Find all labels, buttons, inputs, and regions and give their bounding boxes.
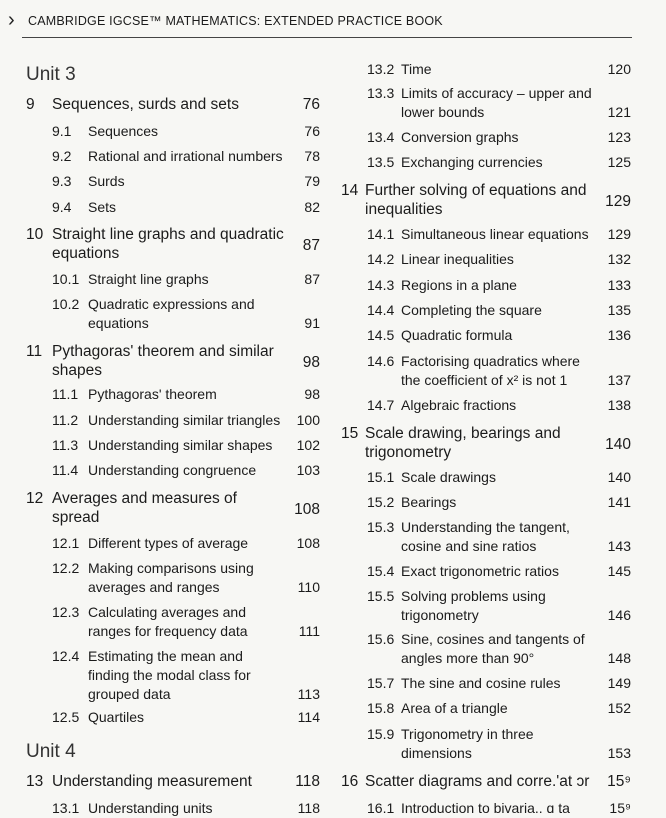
entry-title-line: lower bounds <box>401 104 485 120</box>
entry-title-line: Introduction to bivaria.. ɑ ta <box>401 800 570 816</box>
entry-title-line: the coefficient of x² is not 1 <box>401 372 568 388</box>
chevron-right-icon: › <box>8 9 15 31</box>
entry-title-line: Scatter diagrams and corre.'at ɔr <box>365 773 590 790</box>
entry-page-number: 113 <box>297 686 320 702</box>
entry-title <box>401 84 592 122</box>
entry-title <box>401 396 516 415</box>
entry-page-number: 78 <box>304 148 320 164</box>
entry-title <box>401 225 589 244</box>
entry-title <box>401 468 496 487</box>
entry-title-line: Factorising quadratics where <box>401 353 580 369</box>
entry-page-number: 98 <box>304 386 320 402</box>
entry-page-number: 79 <box>304 173 320 189</box>
entry-title <box>88 172 125 191</box>
entry-title <box>88 708 144 727</box>
entry-title-line: Linear inequalities <box>401 251 514 267</box>
entry-title <box>365 181 586 219</box>
entry-title-line: Bearings <box>401 494 457 510</box>
entry-number: 10.1 <box>52 271 80 287</box>
entry-title-line: Understanding the tangent, <box>401 519 570 535</box>
entry-page-number: 136 <box>607 327 631 343</box>
entry-title <box>52 95 239 114</box>
entry-number: 16 <box>341 773 359 790</box>
entry-title-line: Calculating averages and <box>88 604 246 620</box>
entry-title-line: Pythagoras' theorem and similar <box>52 343 274 360</box>
entry-title-line: finding the modal class for <box>88 667 251 683</box>
entry-page-number: 141 <box>607 494 631 510</box>
entry-page-number: 15⁹ <box>607 773 631 790</box>
entry-title-line: Quartiles <box>88 709 145 725</box>
entry-page-number: 110 <box>297 579 320 595</box>
entry-title-line: Surds <box>88 173 125 189</box>
entry-page-number: 118 <box>295 773 320 790</box>
entry-number: 12.2 <box>52 560 80 576</box>
entry-title <box>365 424 561 462</box>
entry-title-line: Sequences, surds and sets <box>52 96 239 113</box>
entry-title-line: Understanding measurement <box>52 773 252 790</box>
entry-page-number: 91 <box>304 315 320 331</box>
entry-page-number: 111 <box>298 623 320 639</box>
entry-page-number: 114 <box>297 709 320 725</box>
entry-title <box>401 60 432 79</box>
entry-number: 9 <box>26 96 35 113</box>
entry-title <box>88 385 217 404</box>
entry-page-number: 121 <box>607 104 631 120</box>
entry-title <box>401 725 534 763</box>
entry-title-line: Understanding similar shapes <box>88 437 273 453</box>
entry-number: 14.1 <box>367 226 395 242</box>
entry-page-number: 100 <box>296 412 320 428</box>
entry-page-number: 129 <box>607 226 631 242</box>
entry-title <box>88 198 116 217</box>
entry-page-number: 138 <box>607 397 631 413</box>
entry-page-number: 148 <box>607 650 631 666</box>
entry-title <box>88 270 209 289</box>
entry-number: 15.6 <box>367 631 395 647</box>
entry-title-line: ranges for frequency data <box>88 623 248 639</box>
entry-title <box>88 559 254 597</box>
entry-number: 10 <box>26 226 44 243</box>
entry-page-number: 145 <box>607 563 631 579</box>
entry-number: 13.1 <box>52 800 80 816</box>
entry-title-line: angles more than 90° <box>401 650 535 666</box>
entry-title-line: Averages and measures of <box>52 490 237 507</box>
entry-title <box>88 122 158 141</box>
entry-title <box>401 301 542 320</box>
entry-number: 11.4 <box>52 462 79 478</box>
entry-page-number: 140 <box>607 469 631 485</box>
entry-title-line: Scale drawings <box>401 469 496 485</box>
entry-number: 9.4 <box>52 199 72 215</box>
entry-page-number: 129 <box>605 193 631 210</box>
entry-title-line: Area of a triangle <box>401 700 508 716</box>
entry-page-number: 76 <box>302 96 320 113</box>
entry-number: 15.5 <box>367 588 395 604</box>
entry-title-line: Regions in a plane <box>401 277 517 293</box>
entry-title <box>401 352 580 390</box>
entry-page-number: 135 <box>607 302 631 318</box>
entry-number: 13.3 <box>367 85 395 101</box>
entry-title-line: Estimating the mean and <box>88 648 243 664</box>
entry-number: 12.3 <box>52 604 80 620</box>
entry-number: 13.5 <box>367 154 395 170</box>
entry-title-line: Sine, cosines and tangents of <box>401 631 585 647</box>
entry-title <box>401 276 517 295</box>
entry-title-line: spread <box>52 509 100 526</box>
entry-page-number: 87 <box>304 271 320 287</box>
entry-title <box>401 250 514 269</box>
entry-title-line: trigonometry <box>365 444 452 461</box>
entry-title <box>52 342 274 380</box>
entry-number: 12.5 <box>52 709 80 725</box>
entry-number: 14.3 <box>367 277 395 293</box>
entry-number: 11.3 <box>52 437 79 453</box>
entry-title-line: Further solving of equations and <box>365 182 587 199</box>
unit-title: Unit 4 <box>26 741 76 762</box>
entry-number: 13 <box>26 773 44 790</box>
entry-title-line: Quadratic expressions and <box>88 296 255 312</box>
entry-title-line: Understanding units <box>88 800 213 816</box>
entry-title-line: cosine and sine ratios <box>401 538 537 554</box>
entry-title <box>401 153 543 172</box>
entry-number: 14.4 <box>367 302 395 318</box>
entry-title-line: Exchanging currencies <box>401 154 543 170</box>
entry-title-line: trigonometry <box>401 607 479 623</box>
entry-title <box>401 587 546 625</box>
entry-page-number: 103 <box>296 462 320 478</box>
entry-title <box>401 326 512 345</box>
entry-title-line: Pythagoras' theorem <box>88 386 217 402</box>
entry-number: 14.2 <box>367 251 395 267</box>
entry-page-number: 87 <box>302 237 320 254</box>
entry-page-number: 133 <box>607 277 631 293</box>
entry-title-line: Straight line graphs and quadratic <box>52 226 284 243</box>
entry-page-number: 132 <box>607 251 631 267</box>
entry-title-line: Simultaneous linear equations <box>401 226 589 242</box>
entry-title-line: Rational and irrational numbers <box>88 148 283 164</box>
entry-number: 15.3 <box>367 519 395 535</box>
entry-number: 12.4 <box>52 648 80 664</box>
entry-title-line: Time <box>401 61 432 77</box>
entry-title <box>401 493 456 512</box>
entry-title <box>401 128 519 147</box>
entry-page-number: 137 <box>607 372 631 388</box>
entry-title <box>88 461 256 480</box>
unit-title: Unit 3 <box>26 64 76 85</box>
entry-number: 9.3 <box>52 173 72 189</box>
entry-number: 14 <box>341 182 359 199</box>
entry-page-number: 102 <box>296 437 320 453</box>
entry-page-number: 108 <box>294 501 320 518</box>
entry-title-line: Completing the square <box>401 302 542 318</box>
entry-page-number: 120 <box>607 61 631 77</box>
entry-number: 14.7 <box>367 397 395 413</box>
entry-title-line: Scale drawing, bearings and <box>365 425 561 442</box>
entry-title <box>88 436 272 455</box>
entry-number: 10.2 <box>52 296 80 312</box>
entry-title <box>401 699 508 718</box>
entry-number: 15.2 <box>367 494 395 510</box>
entry-title <box>88 534 248 553</box>
entry-page-number: 149 <box>607 675 631 691</box>
entry-number: 11.2 <box>52 412 79 428</box>
entry-title <box>88 603 248 641</box>
entry-title <box>401 674 561 693</box>
entry-title <box>88 799 213 818</box>
entry-title-line: equations <box>52 245 120 262</box>
entry-number: 15.1 <box>367 469 395 485</box>
entry-page-number: 146 <box>607 607 631 623</box>
entry-title <box>401 630 585 668</box>
entry-title-line: Trigonometry in three <box>401 726 534 742</box>
entry-number: 12.1 <box>52 535 80 551</box>
entry-title-line: Making comparisons using <box>88 560 254 576</box>
entry-title-line: inequalities <box>365 201 443 218</box>
entry-title-line: Exact trigonometric ratios <box>401 563 559 579</box>
entry-title <box>52 225 284 263</box>
entry-title-line: Algebraic fractions <box>401 397 517 413</box>
entry-title-line: Different types of average <box>88 535 249 551</box>
entry-title-line: dimensions <box>401 745 472 761</box>
entry-number: 13.4 <box>367 129 395 145</box>
entry-title-line: Conversion graphs <box>401 129 519 145</box>
entry-title <box>88 295 255 333</box>
entry-number: 11.1 <box>52 386 79 402</box>
entry-number: 14.5 <box>367 327 395 343</box>
entry-title-line: Straight line graphs <box>88 271 209 287</box>
entry-page-number: 153 <box>607 745 631 761</box>
entry-title <box>52 772 252 791</box>
entry-number: 11 <box>26 343 43 360</box>
running-title: CAMBRIDGE IGCSE™ MATHEMATICS: EXTENDED PRACTICE BOOK <box>28 14 443 28</box>
entry-title <box>401 799 570 818</box>
entry-number: 9.1 <box>52 123 72 139</box>
entry-title-line: shapes <box>52 362 102 379</box>
entry-page-number: 143 <box>607 538 631 554</box>
entry-title <box>88 411 280 430</box>
entry-page-number: 82 <box>304 199 320 215</box>
entry-title <box>88 147 283 166</box>
entry-title <box>365 772 589 791</box>
entry-title-line: Solving problems using <box>401 588 546 604</box>
entry-title <box>401 518 570 556</box>
entry-title-line: Quadratic formula <box>401 327 513 343</box>
entry-title-line: Understanding congruence <box>88 462 257 478</box>
entry-number: 13.2 <box>367 61 395 77</box>
entry-number: 15.8 <box>367 700 395 716</box>
entry-page-number: 123 <box>607 129 631 145</box>
entry-title-line: averages and ranges <box>88 579 220 595</box>
entry-number: 15 <box>341 425 359 442</box>
entry-number: 15.4 <box>367 563 395 579</box>
entry-page-number: 98 <box>302 354 320 371</box>
entry-page-number: 76 <box>304 123 320 139</box>
entry-page-number: 152 <box>607 700 631 716</box>
entry-page-number: 125 <box>607 154 631 170</box>
entry-page-number: 140 <box>605 436 631 453</box>
entry-title-line: Sets <box>88 199 117 215</box>
entry-page-number: 118 <box>297 800 320 816</box>
running-header <box>0 0 666 40</box>
entry-page-number: 15⁹ <box>609 800 631 816</box>
entry-title-line: equations <box>88 315 149 331</box>
entry-title-line: The sine and cosine rules <box>401 675 561 691</box>
entry-title-line: Understanding similar triangles <box>88 412 281 428</box>
entry-number: 9.2 <box>52 148 72 164</box>
entry-title-line: grouped data <box>88 686 171 702</box>
entry-title <box>401 562 559 581</box>
entry-number: 12 <box>26 490 44 507</box>
entry-title <box>52 489 237 527</box>
entry-number: 15.9 <box>367 726 395 742</box>
entry-number: 14.6 <box>367 353 395 369</box>
entry-title-line: Sequences <box>88 123 159 139</box>
entry-number: 15.7 <box>367 675 395 691</box>
entry-title-line: Limits of accuracy – upper and <box>401 85 592 101</box>
entry-number: 16.1 <box>367 800 395 816</box>
entry-title <box>88 647 251 704</box>
header-rule <box>22 37 632 38</box>
entry-page-number: 108 <box>296 535 320 551</box>
